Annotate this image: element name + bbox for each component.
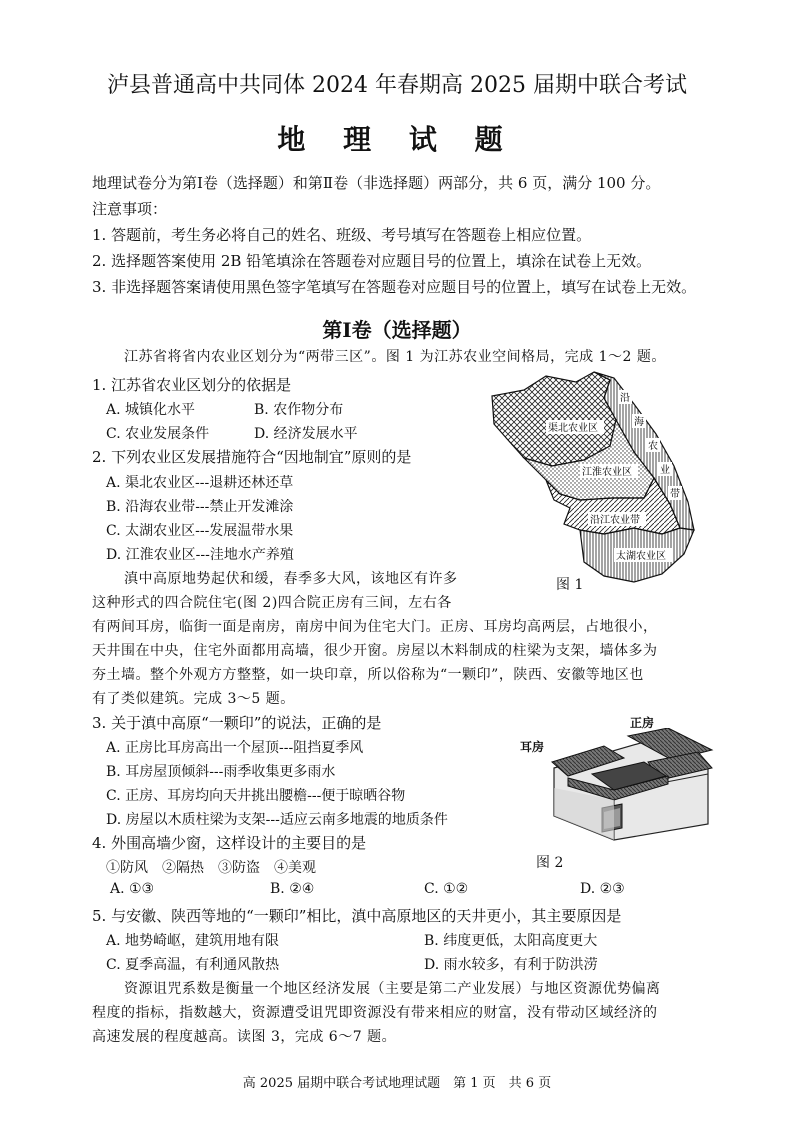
question-3-option-d: D. 房屋以木质柱梁为支架---适应云南多地震的地质条件 xyxy=(106,812,448,828)
question-5-option-d: D. 雨水较多，有利于防洪涝 xyxy=(424,957,598,973)
question-2-option-d: D. 江淮农业区---洼地水产养殖 xyxy=(106,547,294,563)
figure-1-map xyxy=(484,368,720,598)
coast-char-3: 农 xyxy=(648,441,658,452)
question-5-option-b: B. 纬度更低，太阳高度更大 xyxy=(424,933,598,949)
question-3-option-a: A. 正房比耳房高出一个屋顶---阻挡夏季风 xyxy=(106,740,364,756)
intro-line: 地理试卷分为第Ⅰ卷（选择题）和第Ⅱ卷（非选择题）两部分，共 6 页，满分 100 分。 xyxy=(92,174,661,192)
page-footer: 高 2025 届期中联合考试地理试题 第 1 页 共 6 页 xyxy=(242,1076,552,1091)
question-1-option-b: B. 农作物分布 xyxy=(254,402,344,418)
question-2-option-a: A. 渠北农业区---退耕还林还草 xyxy=(106,475,294,491)
subject-title: 地 理 试 题 xyxy=(277,123,517,156)
label-qubei: 渠北农业区 xyxy=(548,423,598,434)
question-4-stem: 4. 外围高墙少窗，这样设计的主要目的是 xyxy=(92,834,367,852)
question-2-stem: 2. 下列农业区发展措施符合“因地制宜”原则的是 xyxy=(92,448,412,466)
question-4-option-d: D. ②③ xyxy=(580,881,625,897)
question-1-stem: 1. 江苏省农业区划分的依据是 xyxy=(92,376,292,394)
coast-char-4: 业 xyxy=(660,465,670,476)
question-1-option-a: A. 城镇化水平 xyxy=(106,402,196,418)
question-5-option-a: A. 地势崎岖，建筑用地有限 xyxy=(106,933,280,949)
figure-2-label-side: 耳房 xyxy=(520,740,545,754)
question-1-option-c: C. 农业发展条件 xyxy=(106,426,210,442)
passage-2-line-1: 滇中高原地势起伏和缓，春季多大风，该地区有许多 xyxy=(124,571,458,587)
question-3-option-c: C. 正房、耳房均向天井挑出腰檐---便于晾晒谷物 xyxy=(106,788,406,804)
question-3-stem: 3. 关于滇中高原“一颗印”的说法，正确的是 xyxy=(92,714,382,732)
question-4-option-c: C. ①② xyxy=(424,881,469,897)
label-jianghuai: 江淮农业区 xyxy=(582,467,632,478)
question-3-option-b: B. 耳房屋顶倾斜---雨季收集更多雨水 xyxy=(106,764,336,780)
exam-title: 泸县普通高中共同体 2024 年春期高 2025 届期中联合考试 xyxy=(107,73,687,98)
label-taihu: 太湖农业区 xyxy=(616,551,666,562)
question-4-option-a: A. ①③ xyxy=(110,881,155,897)
note-2: 2. 选择题答案使用 2B 铅笔填涂在答题卷对应题目号的位置上，填涂在试卷上无效。 xyxy=(92,252,652,270)
coast-char-2: 海 xyxy=(634,417,644,428)
passage-3-line-3: 高速发展的程度越高。读图 3，完成 6～7 题。 xyxy=(92,1029,397,1045)
figure-2-caption: 图 2 xyxy=(536,855,564,871)
question-2-option-b: B. 沿海农业带---禁止开发滩涂 xyxy=(106,499,294,515)
passage-2-line-4: 天井围在中央，住宅外面都用高墙，很少开窗。房屋以木料制成的柱梁为支架，墙体多为 xyxy=(92,643,658,659)
passage-2-line-2: 这种形式的四合院住宅(图 2)四合院正房有三间，左右各 xyxy=(92,595,452,611)
note-3: 3. 非选择题答案请使用黑色签字笔填写在答题卷对应题目号的位置上，填写在试卷上无效。 xyxy=(92,278,697,296)
figure-2-label-main: 正房 xyxy=(630,716,655,730)
passage-3-line-2: 程度的指标，指数越大，资源遭受诅咒即资源没有带来相应的财富，没有带动区域经济的 xyxy=(92,1005,658,1021)
passage-3-line-1: 资源诅咒系数是衡量一个地区经济发展（主要是第二产业发展）与地区资源优势偏离 xyxy=(124,981,661,997)
region-qubei xyxy=(492,372,616,466)
question-5-option-c: C. 夏季高温，有利通风散热 xyxy=(106,957,280,973)
coast-char-5: 带 xyxy=(670,489,680,500)
question-5-stem: 5. 与安徽、陕西等地的“一颗印”相比，滇中高原地区的天井更小，其主要原因是 xyxy=(92,907,622,925)
figure-2-courtyard-house xyxy=(548,728,714,844)
passage-2-line-6: 有了类似建筑。完成 3～5 题。 xyxy=(92,691,295,707)
coast-char-1: 沿 xyxy=(620,393,630,404)
question-1-option-d: D. 经济发展水平 xyxy=(254,426,358,442)
note-1: 1. 答题前，考生务必将自己的姓名、班级、考号填写在答题卷上相应位置。 xyxy=(92,226,592,244)
section-title: 第Ⅰ卷（选择题） xyxy=(322,318,472,342)
passage-2-line-3: 有两间耳房，临街一面是南房，南房中间为住宅大门。正房、耳房均高两层，占地很小， xyxy=(92,619,658,635)
figure-1-caption: 图 1 xyxy=(556,577,584,593)
passage-1: 江苏省将省内农业区划分为“两带三区”。图 1 为江苏农业空间格局，完成 1～2 题。 xyxy=(124,349,666,365)
label-yanjiang: 沿江农业带 xyxy=(590,515,640,526)
question-4-items: ①防风 ②隔热 ③防盗 ④美观 xyxy=(106,860,316,876)
passage-2-line-5: 夯土墙。整个外观方方整整，如一块印章，所以俗称为“一颗印”，陕西、安徽等地区也 xyxy=(92,667,644,683)
notes-heading: 注意事项： xyxy=(92,200,168,218)
question-4-option-b: B. ②④ xyxy=(270,881,315,897)
question-2-option-c: C. 太湖农业区---发展温带水果 xyxy=(106,523,294,539)
